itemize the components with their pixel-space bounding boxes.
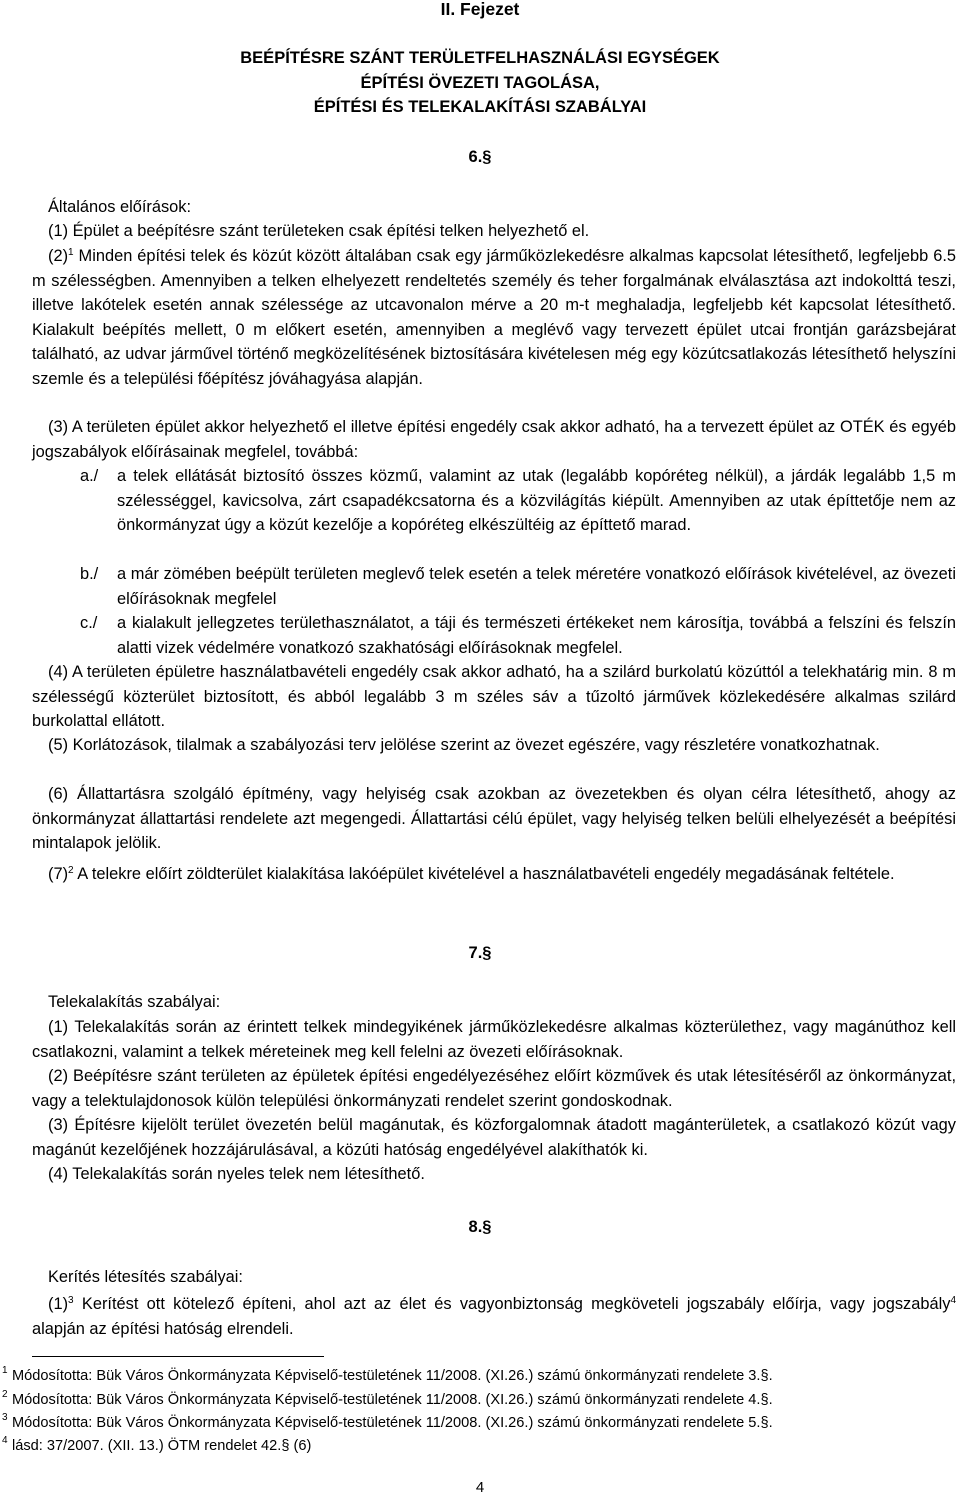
heading-line-2: ÉPÍTÉSI ÖVEZETI TAGOLÁSA, — [360, 73, 600, 92]
item-text: a már zömében beépült területen meglevő telek esetén a telek méretére vonatkozó előírások kivételével, az övezeti előírásoknak megfelel — [117, 565, 956, 608]
footnote-ref-3[interactable]: 3 — [68, 1295, 74, 1306]
footnote-ref-2[interactable]: 2 — [68, 865, 74, 876]
section-7-p3: (3) Építésre kijelölt terület övezetén belül magánutak, és közforgalomnak átadott magánterületek, a csatlakozó közút vagy magánút kezelőjének hozzájárulásával, a közúti hatóság engedélyével alakíthatók ki. — [32, 1116, 956, 1159]
p2-lead: (2) — [48, 247, 69, 265]
section-8-p1 — [32, 1292, 956, 1341]
section-6-p5: (5) Korlátozások, tilalmak a szabályozási terv jelölése szerint az övezet egészére, vagy részletére vonatkozhatnak. — [48, 736, 880, 754]
section-6-p6: (6) Állattartásra szolgáló építmény, vagy helyiség csak azokban az övezetekben és olyan célra létesíthető, ahogy az önkormányzat állattartási rendelete azt megengedi. Állattartási célú épület, vagy helyiség telken belüli elhelyezését a beépítési mintalapok jelölik. — [32, 785, 956, 852]
footnote-ref-4[interactable]: 4 — [950, 1295, 956, 1306]
p1-text-a: Kerítést ott kötelező építeni, ahol azt az élet és vagyonbiztonság megköveteli jogszabály előírja, vagy jogszabály — [73, 1295, 951, 1313]
footnote-number: 4 — [2, 1435, 8, 1446]
footnote-text: Módosította: Bük Város Önkormányzata Képviselő-testületének 11/2008. (XI.26.) számú önkormányzati rendelete 3.§. — [12, 1368, 773, 1384]
section-6-p3: (3) A területen épület akkor helyezhető el illetve építési engedély csak akkor adható, ha a tervezett épület az OTÉK és egyéb jogszabályok előírásainak megfelel, továbbá: — [32, 418, 956, 461]
item-label: a./ — [80, 467, 99, 485]
item-label: b./ — [80, 565, 99, 583]
section-6-number: 6.§ — [468, 148, 492, 166]
p7-text: A telekre előírt zöldterület kialakítása lakóépület kivételével a használatbavételi engedély megadásának feltétele. — [73, 865, 895, 883]
page-number: 4 — [475, 1479, 485, 1496]
heading-line-1: BEÉPÍTÉSRE SZÁNT TERÜLETFELHASZNÁLÁSI EGYSÉGEK — [240, 49, 720, 67]
footnote-number: 2 — [2, 1389, 8, 1400]
p1-text-b: alapján az építési hatóság elrendeli. — [32, 1319, 294, 1338]
section-6-p2 — [32, 244, 956, 391]
section-8-number: 8.§ — [468, 1218, 492, 1236]
section-6-title: Általános előírások: — [48, 198, 192, 216]
section-heading — [0, 46, 960, 120]
footnote-divider — [32, 1356, 324, 1357]
p2-text: Minden építési telek és közút között általában csak egy járműközlekedésre alkalmas kapcsolat létesíthető, legfeljebb 6.5 m szélességben. Amennyiben a telken elhelyezett rendeltetés személy és teher forgalmának elválasztása azt indokolttá teszi, illetve lakótelek esetén annak szélessége az utcavonalon mérve a 20 m-t meghaladja, legfeljebb két kapcsolat létesíthető. Kialakult beépítés mellett, 0 m előkert esetén, amennyiben a meglévő vagy tervezett épület utcai frontján garázsbejárat található, az udvar járművel történő megközelítésének biztosítására kivételesen még egy közútcsatlakozás létesíthető helyszíni szemle és a települési főépítész jóváhagyása alapján. — [32, 247, 956, 388]
section-7-p2: (2) Beépítésre szánt területen az épületek építési engedélyezéséhez előírt közművek és utak létesítéséről az önkormányzat, vagy a telektulajdonosok külön települési önkormányzati rendelet szerint gondoskodnak. — [32, 1067, 956, 1110]
section-8-title: Kerítés létesítés szabályai: — [48, 1268, 243, 1286]
item-label: c./ — [80, 614, 98, 632]
section-6-p1: (1) Épület a beépítésre szánt területeken csak építési telken helyezhető el. — [48, 222, 590, 240]
p7-lead: (7) — [48, 865, 69, 883]
section-6-p4: (4) A területen épületre használatbavételi engedély csak akkor adható, ha a szilárd burkolatú közúttól a telekhatárig min. 8 m szélességű közterület biztosított, és abból legalább 3 m széles sáv a tűzoltó járművek közlekedésére alkalmas szilárd burkolattal ellátott. — [32, 663, 956, 730]
item-text: a telek ellátását biztosító összes közmű, valamint az utak (legalább kopóréteg nélkül), a járdák legalább 1,5 m szélességgel, kavicsolva, zárt csapadékcsatorna és a közvilágítás kiépült. Amennyiben az utak építtetője nem az önkormányzat úgy a közút kezelője a kopóréteg elkészültéig az építtető marad. — [117, 467, 956, 534]
p1-lead: (1) — [48, 1295, 69, 1313]
section-7-number: 7.§ — [468, 944, 492, 962]
section-6-p7 — [32, 862, 956, 887]
section-7-title: Telekalakítás szabályai: — [48, 993, 221, 1011]
chapter-title: II. Fejezet — [440, 0, 520, 19]
heading-line-3: ÉPÍTÉSI ÉS TELEKALAKÍTÁSI SZABÁLYAI — [313, 98, 647, 116]
section-7-p4: (4) Telekalakítás során nyeles telek nem létesíthető. — [48, 1165, 425, 1183]
item-text: a kialakult jellegzetes területhasználatot, a táji és természeti értékeket nem károsítja, továbbá a felszíni és felszín alatti vizek védelmére vonatkozó szakhatósági előírásoknak megfelel. — [117, 614, 956, 657]
footnote-text: Módosította: Bük Város Önkormányzata Képviselő-testületének 11/2008. (XI.26.) számú önkormányzati rendelete 5.§. — [12, 1415, 773, 1431]
footnote-number: 1 — [2, 1365, 8, 1376]
footnote-number: 3 — [2, 1412, 8, 1423]
footnote-text: lásd: 37/2007. (XII. 13.) ÖTM rendelet 42.§ (6) — [12, 1438, 312, 1454]
footnote-ref-1[interactable]: 1 — [68, 247, 74, 258]
section-7-p1: (1) Telekalakítás során az érintett telkek mindegyikének járműközlekedésre alkalmas közterülethez, vagy magánúthoz kell csatlakozni, valamint a telkek méreteinek meg kell felelni az övezeti előírásoknak. — [32, 1018, 956, 1061]
footnote-text: Módosította: Bük Város Önkormányzata Képviselő-testületének 11/2008. (XI.26.) számú önkormányzati rendelete 4.§. — [12, 1392, 773, 1408]
